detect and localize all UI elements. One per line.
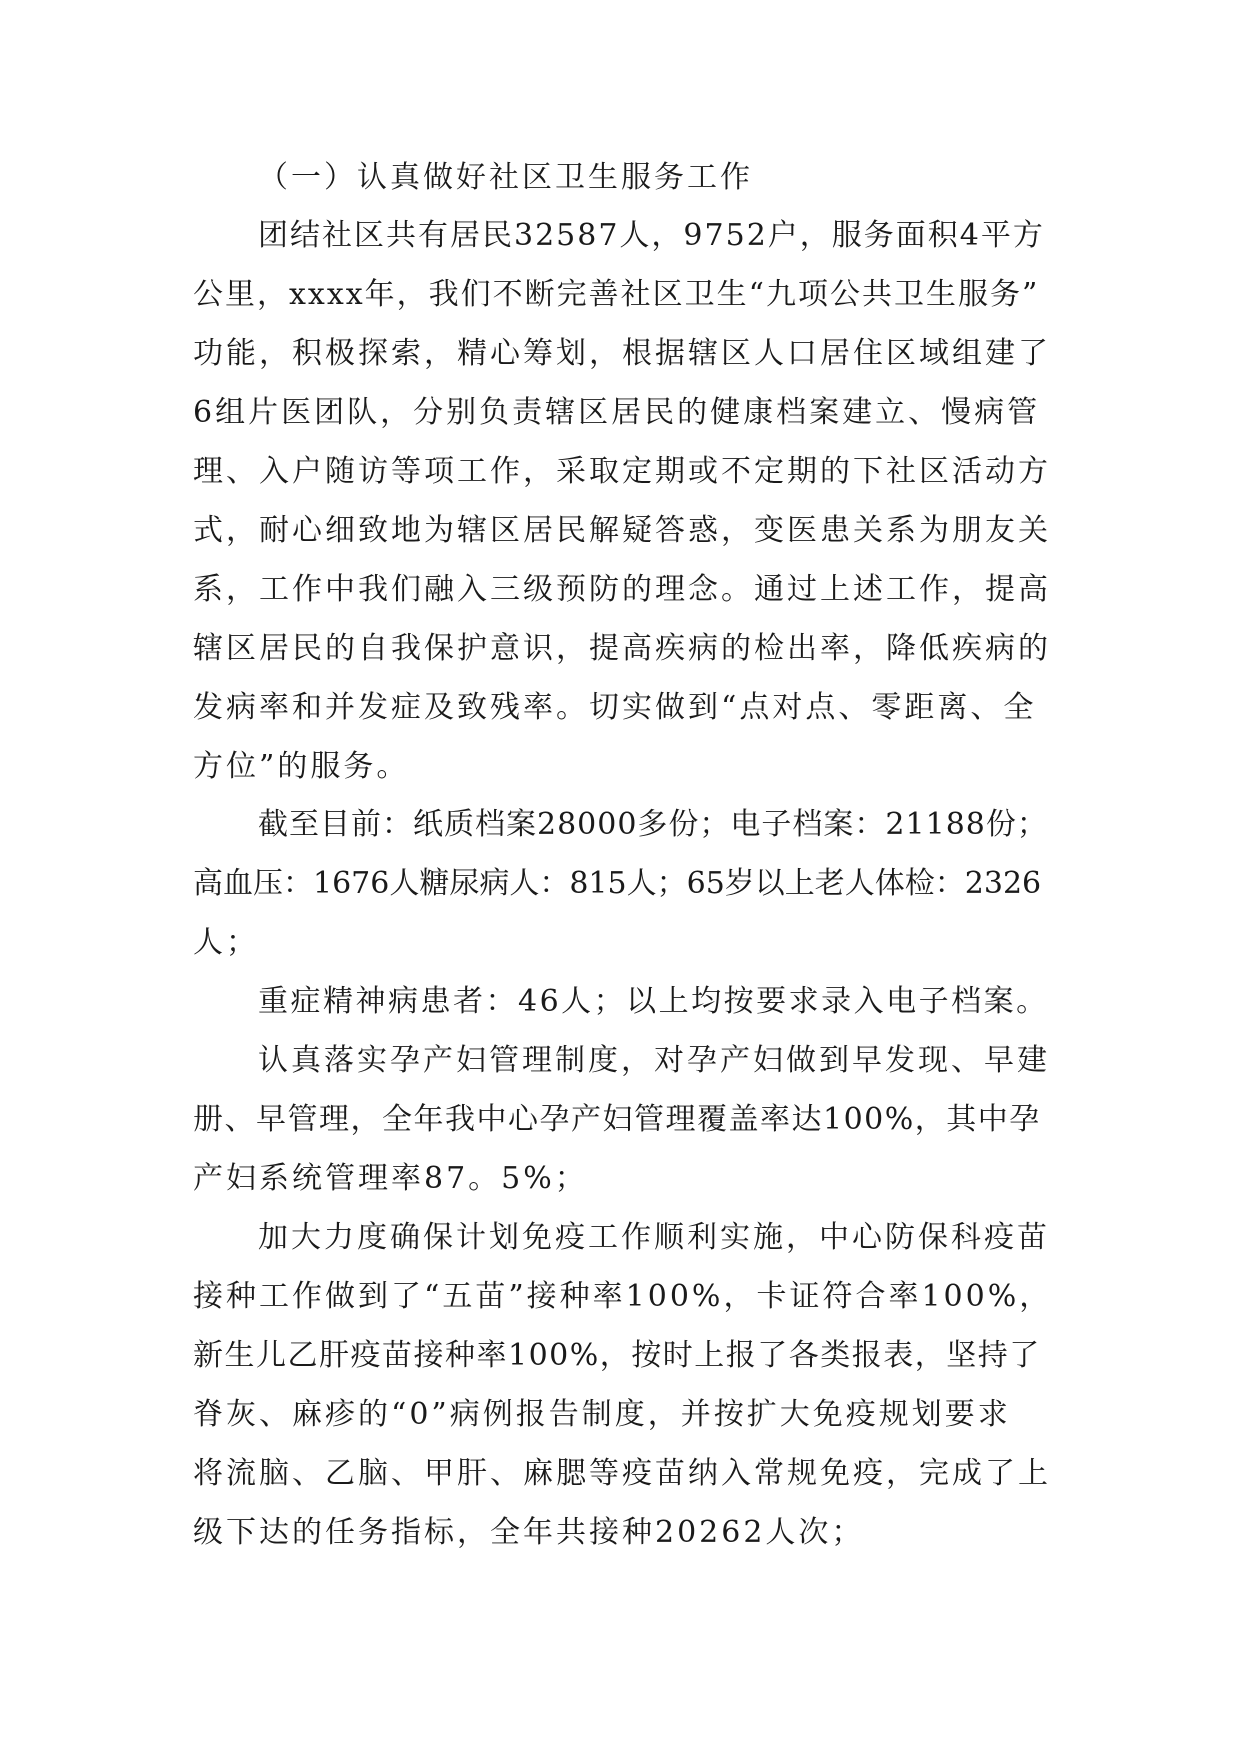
- paragraph-line: 接种工作做到了“五苗”接种率100%，卡证符合率100%，: [193, 1279, 1053, 1314]
- paragraph-line: 截至目前：纸质档案28000多份；电子档案：21188份；: [258, 807, 1048, 842]
- paragraph-line: 高血压：1676人糖尿病人：815人；65岁以上老人体检：2326: [193, 866, 1042, 901]
- paragraph-line: 方位”的服务。: [193, 749, 410, 784]
- paragraph-line: 册、早管理，全年我中心孕产妇管理覆盖率达100%，其中孕: [193, 1102, 1041, 1137]
- paragraph-line: 辖区居民的自我保护意识，提高疾病的检出率，降低疾病的: [193, 631, 1051, 666]
- paragraph-line: 团结社区共有居民32587人，9752户，服务面积4平方: [258, 218, 1045, 253]
- section-heading: （一）认真做好社区卫生服务工作: [258, 160, 753, 195]
- paragraph-line: 产妇系统管理率87。5%；: [193, 1161, 588, 1196]
- paragraph-line: 6组片医团队，分别负责辖区居民的健康档案建立、慢病管: [193, 395, 1041, 430]
- paragraph-line: 新生儿乙肝疫苗接种率100%，按时上报了各类报表，坚持了: [193, 1338, 1041, 1373]
- paragraph-line: 将流脑、乙脑、甲肝、麻腮等疫苗纳入常规免疫，完成了上: [193, 1456, 1051, 1491]
- paragraph-line: 理、入户随访等项工作，采取定期或不定期的下社区活动方: [193, 454, 1051, 489]
- paragraph-line: 脊灰、麻疹的“0”病例报告制度，并按扩大免疫规划要求: [193, 1397, 1011, 1432]
- paragraph-line: 公里，xxxx年，我们不断完善社区卫生“九项公共卫生服务”: [193, 277, 1040, 312]
- paragraph-line: 系，工作中我们融入三级预防的理念。通过上述工作，提高: [193, 572, 1051, 607]
- paragraph-line: 加大力度确保计划免疫工作顺利实施，中心防保科疫苗: [258, 1220, 1050, 1255]
- paragraph-line: 重症精神病患者：46人；以上均按要求录入电子档案。: [258, 984, 1049, 1019]
- paragraph-line: 发病率和并发症及致残率。切实做到“点对点、零距离、全: [193, 690, 1037, 725]
- paragraph-line: 功能，积极探索，精心筹划，根据辖区人口居住区域组建了: [193, 336, 1051, 371]
- paragraph-line: 式，耐心细致地为辖区居民解疑答惑，变医患关系为朋友关: [193, 513, 1051, 548]
- paragraph-line: 人；: [193, 925, 259, 960]
- paragraph-line: 级下达的任务指标，全年共接种20262人次；: [193, 1515, 865, 1550]
- paragraph-line: 认真落实孕产妇管理制度，对孕产妇做到早发现、早建: [258, 1043, 1050, 1078]
